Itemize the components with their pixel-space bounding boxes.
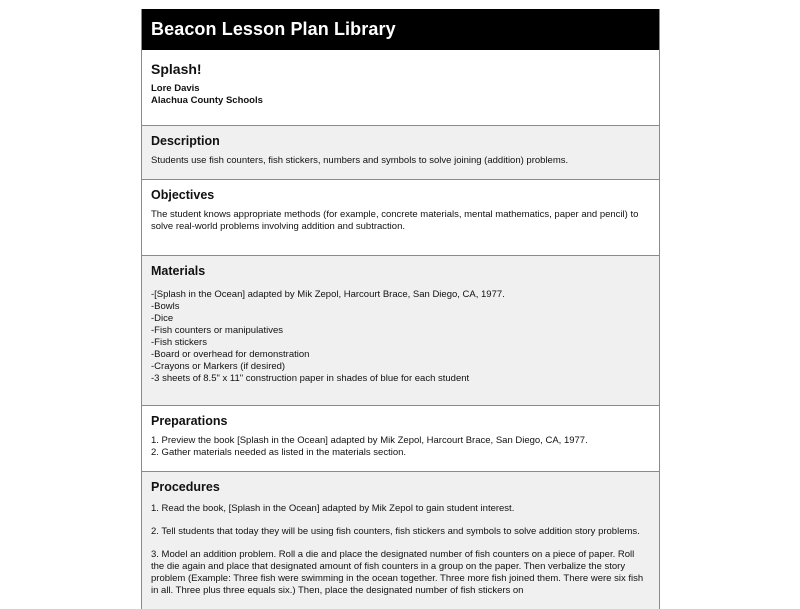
objectives-section [142, 180, 659, 256]
materials-item: -[Splash in the Ocean] adapted by Mik Zepol, Harcourt Brace, San Diego, CA, 1977. [151, 289, 505, 300]
description-heading: Description [151, 134, 220, 148]
procedures-heading: Procedures [151, 480, 220, 494]
site-banner [142, 9, 659, 50]
preparations-item: 2. Gather materials needed as listed in the materials section. [151, 447, 407, 458]
materials-list [151, 289, 650, 385]
materials-item: -Fish stickers [151, 337, 207, 348]
preparations-section [142, 406, 659, 472]
objectives-heading: Objectives [151, 188, 215, 202]
materials-item: -Board or overhead for demonstration [151, 349, 310, 360]
lesson-title: Splash! [151, 61, 202, 77]
objectives-text: The student knows appropriate methods (for example, concrete materials, mental mathematics, paper and pencil) to solve real-world problems involving addition and subtraction. [151, 209, 639, 232]
procedures-section [142, 472, 659, 609]
preparations-heading: Preparations [151, 414, 228, 428]
materials-item: -Crayons or Markers (if desired) [151, 361, 286, 372]
description-section [142, 126, 659, 180]
materials-item: -3 sheets of 8.5" x 11" construction paper in shades of blue for each student [151, 373, 470, 384]
procedure-step: 2. Tell students that today they will be using fish counters, fish stickers and symbols to solve addition story problems. [151, 526, 640, 537]
preparations-item: 1. Preview the book [Splash in the Ocean] adapted by Mik Zepol, Harcourt Brace, San Diego, CA, 1977. [151, 435, 588, 446]
lesson-page [141, 9, 660, 609]
materials-section [142, 256, 659, 406]
lesson-header [142, 50, 659, 126]
procedure-step: 1. Read the book, [Splash in the Ocean] adapted by Mik Zepol to gain student interest. [151, 503, 515, 514]
description-text: Students use fish counters, fish stickers, numbers and symbols to solve joining (addition) problems. [151, 155, 569, 166]
preparations-list [151, 435, 650, 459]
materials-item: -Dice [151, 313, 174, 324]
author-organization: Alachua County Schools [151, 95, 263, 106]
materials-item: -Bowls [151, 301, 180, 312]
materials-item: -Fish counters or manipulatives [151, 325, 283, 336]
author-name: Lore Davis [151, 83, 200, 94]
procedure-step: 3. Model an addition problem. Roll a die and place the designated number of fish counters on a piece of paper. Roll the die again and place that designated amount of fish counters in a group on the paper. Then verbalize the story problem (Example: Three fish were swimming in the ocean together. Three more fish joined them. There were six fish in all. Three plus three equals six.) Then, place the designated number of fish stickers on [151, 549, 644, 596]
materials-heading: Materials [151, 264, 206, 278]
site-title: Beacon Lesson Plan Library [151, 19, 396, 39]
